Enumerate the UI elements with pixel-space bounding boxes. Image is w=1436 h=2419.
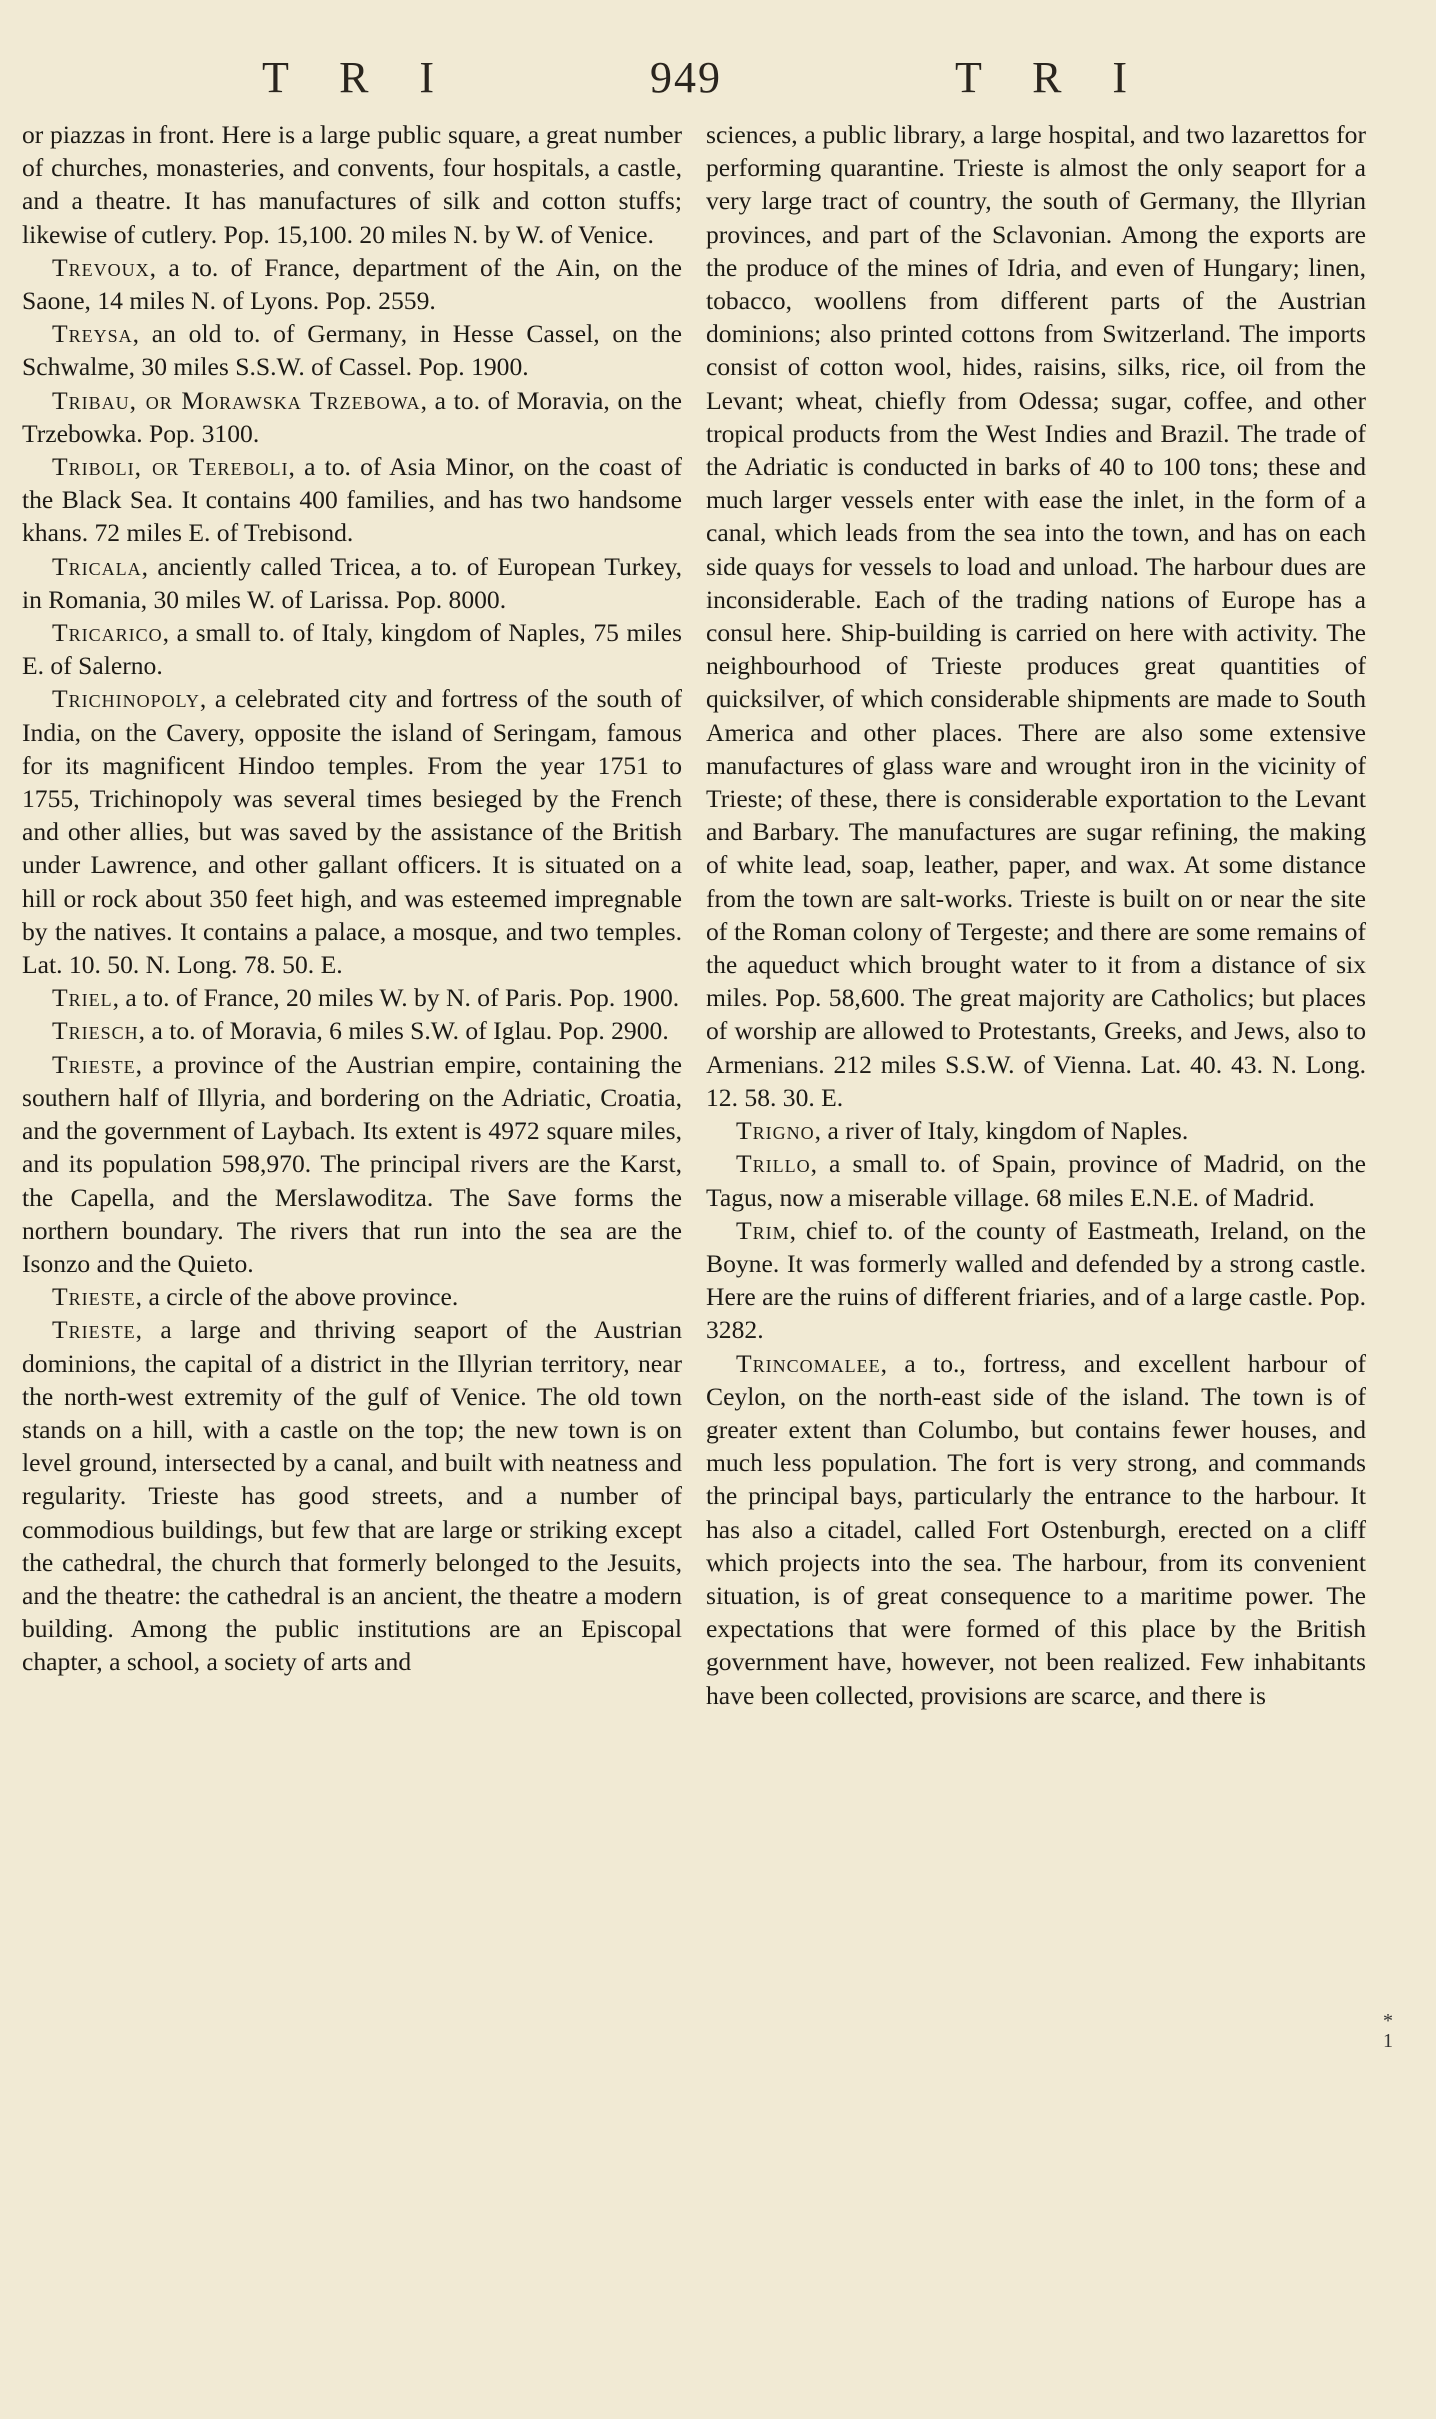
entry-text: , a river of Italy, kingdom of Naples. [814,1116,1189,1146]
entry-headword: Treysa [52,319,133,349]
entry-triesch [22,1014,682,1047]
entry-headword: Triel [52,983,113,1013]
entry-text: , a to. of Moravia, on the Trzebowka. Pop. 3100. [22,385,682,448]
entry-trincomalee [706,1347,1366,1712]
entry-headword: Triboli, or Tereboli [52,452,289,482]
left-column [22,118,682,2398]
entry-trillo [706,1147,1366,1213]
right-column [706,118,1366,2398]
running-header [0,52,1436,112]
entry-text: , an old to. of Germany, in Hesse Cassel, on the Schwalme, 30 miles S.S.W. of Cassel. Pop. 1900. [22,319,682,382]
entry-headword: Trillo [736,1149,811,1179]
entry-headword: Trieste [52,1315,136,1345]
entry-tribau [22,384,682,450]
entry-text: , a to. of Asia Minor, on the coast of the Black Sea. It contains 400 families, and has two handsome khans. 72 miles E. of Trebisond. [22,452,682,548]
entry-headword: Trieste [52,1282,136,1312]
entry-trim [706,1214,1366,1347]
entry-headword: Tricarico [52,618,163,648]
entry-trieste-circle [22,1280,682,1313]
entry-headword: Trieste [52,1049,136,1079]
entry-text: , a to., fortress, and excellent harbour of Ceylon, on the north-east side of the island. The town is of greater extent than Columbo, but contains fewer houses, and much less population. The fort is very strong, and commands the principal bays, particularly the entrance to the harbour. It has also a citadel, called Fort Ostenburgh, erected on a cliff which projects into the sea. The harbour, from its convenient situation, is of great consequence to a maritime power. The expectations that were formed of this place by the British government have, however, not been realized. Few inhabitants have been collected, provisions are scarce, and there is [706,1348,1366,1710]
entry-headword: Trim [736,1215,790,1245]
entry-text: , anciently called Tricea, a to. of European Turkey, in Romania, 30 miles W. of Larissa. Pop. 8000. [22,551,682,614]
page-number: 949 [650,53,722,102]
entry-trieste-seaport [22,1313,682,1678]
header-left: T R I [262,53,455,102]
entry-triel [22,981,682,1014]
entry-headword: Trevoux [52,252,150,282]
entry-trigno [706,1114,1366,1147]
entry-text: , a large and thriving seaport of the Austrian dominions, the capital of a district in the Illyrian territory, near the north-west extremity of the gulf of Venice. The old town stands on a hill, with a castle on the top; the new town is on level ground, intersected by a canal, and built with neatness and regularity. Trieste has good streets, and a number of commodious buildings, but few that are large or striking except the cathedral, the church that formerly belonged to the Jesuits, and the theatre: the cathedral is an ancient, the theatre a modern building. Among the public institutions are an Episcopal chapter, a school, a society of arts and [22,1315,682,1677]
entry-triboli [22,450,682,550]
margin-mark: 1 [1383,2030,1393,2052]
entry-trichinopoly [22,682,682,981]
entry-headword: Trichinopoly [52,684,200,714]
continuation-text: sciences, a public library, a large hospital, and two lazarettos for performing quarantine. Trieste is almost the only seaport for a very large tract of country, the south of Germany, the Illyrian provinces, and part of the Sclavonian. Among the exports are the produce of the mines of Idria, and even of Hungary; linen, tobacco, woollens from different parts of the Austrian dominions; also printed cottons from Switzerland. The imports consist of cotton wool, hides, raisins, silks, rice, oil from the Levant; wheat, chiefly from Odessa; sugar, coffee, and other tropical products from the West Indies and Brazil. The trade of the Adriatic is conducted in barks of 40 to 100 tons; these and much larger vessels enter with ease the inlet, in the form of a canal, which leads from the sea into the town, and has on each side quays for vessels to load and unload. The harbour dues are inconsiderable. Each of the trading nations of Europe has a consul here. Ship-building is carried on here with activity. The neighbourhood of Trieste produces great quantities of quicksilver, of which considerable shipments are made to South America and other places. There are also some extensive manufactures of glass ware and wrought iron in the vicinity of Trieste; of these, there is considerable exportation to the Levant and Barbary. The manufactures are sugar refining, the making of white lead, soap, leather, paper, and wax. At some distance from the town are salt-works. Trieste is built on or near the site of the Roman colony of Tergeste; and there are some remains of the aqueduct which brought water to it from a distance of six miles. Pop. 58,600. The great majority are Catholics; but places of worship are allowed to Protestants, Greeks, and Jews, also to Armenians. 212 miles S.S.W. of Vienna. Lat. 40. 43. N. Long. 12. 58. 30. E. [706,120,1366,1112]
entry-trevoux [22,251,682,317]
entry-text: , a to. of France, department of the Ain, on the Saone, 14 miles N. of Lyons. Pop. 2559. [22,252,682,316]
entry-text: , a to. of France, 20 miles W. by N. of Paris. Pop. 1900. [112,983,680,1013]
entry-headword: Trincomalee [736,1348,881,1378]
entry-headword: Triesch [52,1016,139,1046]
header-right: T R I [955,53,1148,102]
entry-headword: Tricala [52,551,142,581]
entry-text: , chief to. of the county of Eastmeath, Ireland, on the Boyne. It was formerly walled and defended by a strong castle. Here are the ruins of different friaries, and of a large castle. Pop. 3282. [706,1215,1366,1345]
entry-tricarico [22,616,682,682]
continuation-text: or piazzas in front. Here is a large public square, a great number of churches, monasteries, and convents, four hospitals, a castle, and a theatre. It has manufactures of silk and cotton stuffs; likewise of cutlery. Pop. 15,100. 20 miles N. by W. of Venice. [22,120,682,249]
entry-text: , a to. of Moravia, 6 miles S.W. of Iglau. Pop. 2900. [138,1016,669,1046]
entry-tricala [22,550,682,616]
entry-headword: Tribau, or Morawska Trzebowa [52,385,421,415]
entry-headword: Trigno [736,1116,815,1146]
entry-text: , a small to. of Spain, province of Madrid, on the Tagus, now a miserable village. 68 miles E.N.E. of Madrid. [706,1149,1366,1212]
margin-mark: * [1383,2010,1393,2032]
entry-text: , a celebrated city and fortress of the south of India, on the Cavery, opposite the island of Seringam, famous for its magnificent Hindoo temples. From the year 1751 to 1755, Trichinopoly was several times besieged by the French and other allies, but was saved by the assistance of the British under Lawrence, and other gallant officers. It is situated on a hill or rock about 350 feet high, and was esteemed impregnable by the natives. It contains a palace, a mosque, and two temples. Lat. 10. 50. N. Long. 78. 50. E. [22,684,682,980]
entry-trieste-province [22,1048,682,1280]
entry-treysa [22,317,682,383]
entry-text: , a circle of the above province. [135,1282,459,1312]
entry-text: , a province of the Austrian empire, containing the southern half of Illyria, and bordering on the Adriatic, Croatia, and the government of Laybach. Its extent is 4972 square miles, and its population 598,970. The principal rivers are the Karst, the Capella, and the Merslawoditza. The Save forms the northern boundary. The rivers that run into the sea are the Isonzo and the Quieto. [22,1049,682,1278]
entry-text: , a small to. of Italy, kingdom of Naples, 75 miles E. of Salerno. [22,618,682,681]
